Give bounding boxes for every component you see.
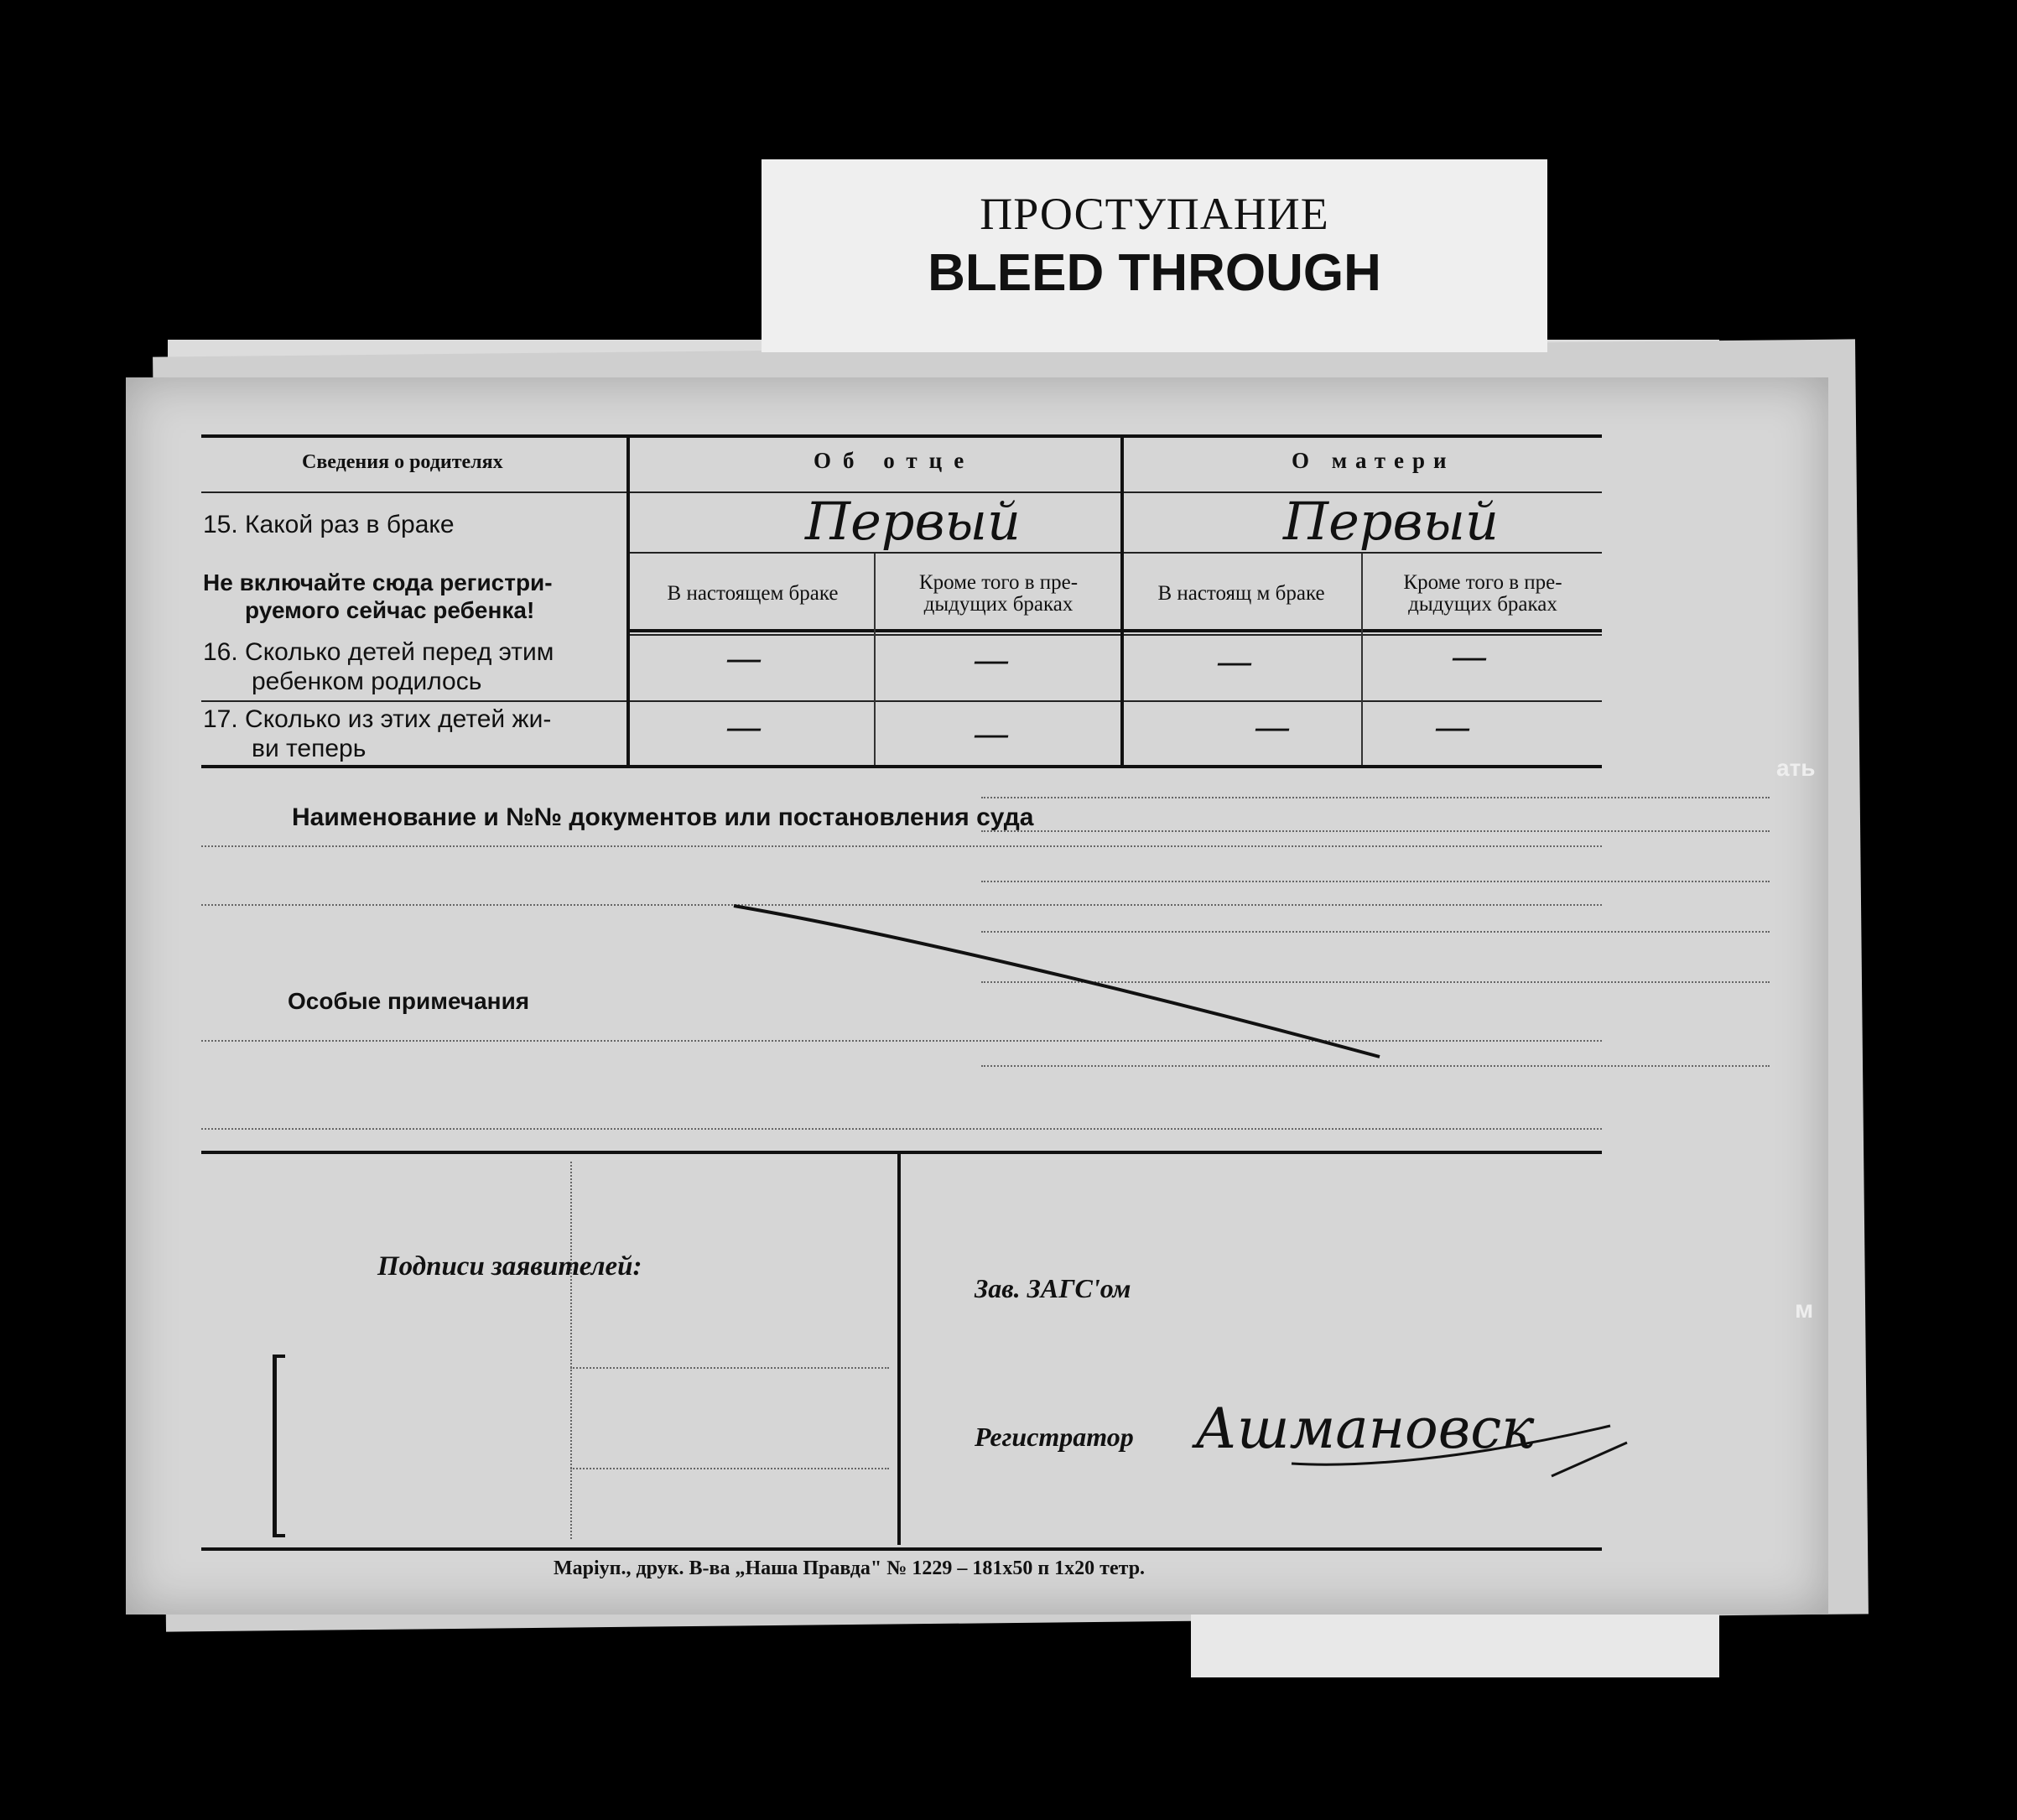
bleed-through-tag	[762, 159, 1547, 352]
row16-mother-current: —	[1216, 641, 1253, 684]
signatures-divider	[897, 1151, 901, 1545]
registrar-label: Регистратор	[975, 1422, 1134, 1452]
row15-label: 15. Какой раз в браке	[203, 511, 455, 538]
row17-mother-current: —	[1254, 706, 1291, 749]
sub-mother-current: В настоящ м браке	[1157, 582, 1325, 605]
documents-label: Наименование и №№ документов или постановления суда	[292, 803, 1034, 831]
row17-mother-previous: —	[1434, 706, 1471, 749]
sub-father-previous-line2: дыдущих браках	[923, 593, 1073, 616]
header-father: Об отце	[814, 448, 976, 473]
header-mother: О матери	[1292, 448, 1455, 473]
sub-father-current: В настоящем браке	[667, 582, 839, 605]
row16-mother-previous: —	[1451, 636, 1488, 679]
row16-label-line2: ребенком родилось	[252, 668, 482, 695]
tag-english: BLEED THROUGH	[928, 244, 1381, 302]
row17-father-current: —	[725, 706, 762, 749]
footer-rule	[201, 1547, 1602, 1551]
row17-label-line2: ви теперь	[252, 735, 366, 762]
signatures-top-rule	[201, 1151, 1602, 1154]
form-page	[126, 377, 1828, 1615]
special-notes-label: Особые примечания	[288, 988, 530, 1014]
signature-dotted-line	[570, 1367, 889, 1369]
registrar-signature: Ашмановск	[1195, 1396, 1535, 1461]
row16-father-previous: —	[973, 639, 1010, 682]
sub-mother-previous-line1: Кроме того в пре-	[1403, 571, 1562, 594]
applicants-label: Подписи заявителей:	[377, 1251, 642, 1282]
exclude-note-line2: руемого сейчас ребенка!	[245, 597, 535, 623]
header-parents-info: Сведения о родителях	[302, 451, 503, 473]
row15-father-handwriting: Первый	[805, 491, 1021, 552]
sub-mother-previous-line2: дыдущих браках	[1408, 593, 1557, 616]
row15-mother-handwriting: Первый	[1283, 491, 1499, 552]
sub-father-previous-line1: Кроме того в пре-	[918, 571, 1079, 594]
signature-dotted-divider	[570, 1162, 572, 1539]
row16-father-current: —	[725, 637, 762, 680]
edge-text-1: ать	[1776, 755, 1816, 781]
applicant-bracket	[273, 1355, 285, 1537]
row16-label-line1: 16. Сколько детей перед этим	[203, 638, 554, 666]
signature-dotted-line-2	[570, 1468, 889, 1469]
exclude-note-line1: Не включайте сюда регистри-	[203, 569, 553, 595]
row17-father-previous: —	[973, 713, 1010, 756]
printer-imprint: Маріуп., друк. В-ва „Наша Правда" № 1229 – 181x50 п 1x20 тетр.	[554, 1557, 1146, 1579]
row17-label-line1: 17. Сколько из этих детей жи-	[203, 705, 552, 733]
tag-russian: ПРОСТУПАНИЕ	[980, 189, 1329, 239]
edge-text-2: м	[1795, 1296, 1814, 1323]
zags-head-label: Зав. ЗАГС'ом	[975, 1273, 1131, 1303]
